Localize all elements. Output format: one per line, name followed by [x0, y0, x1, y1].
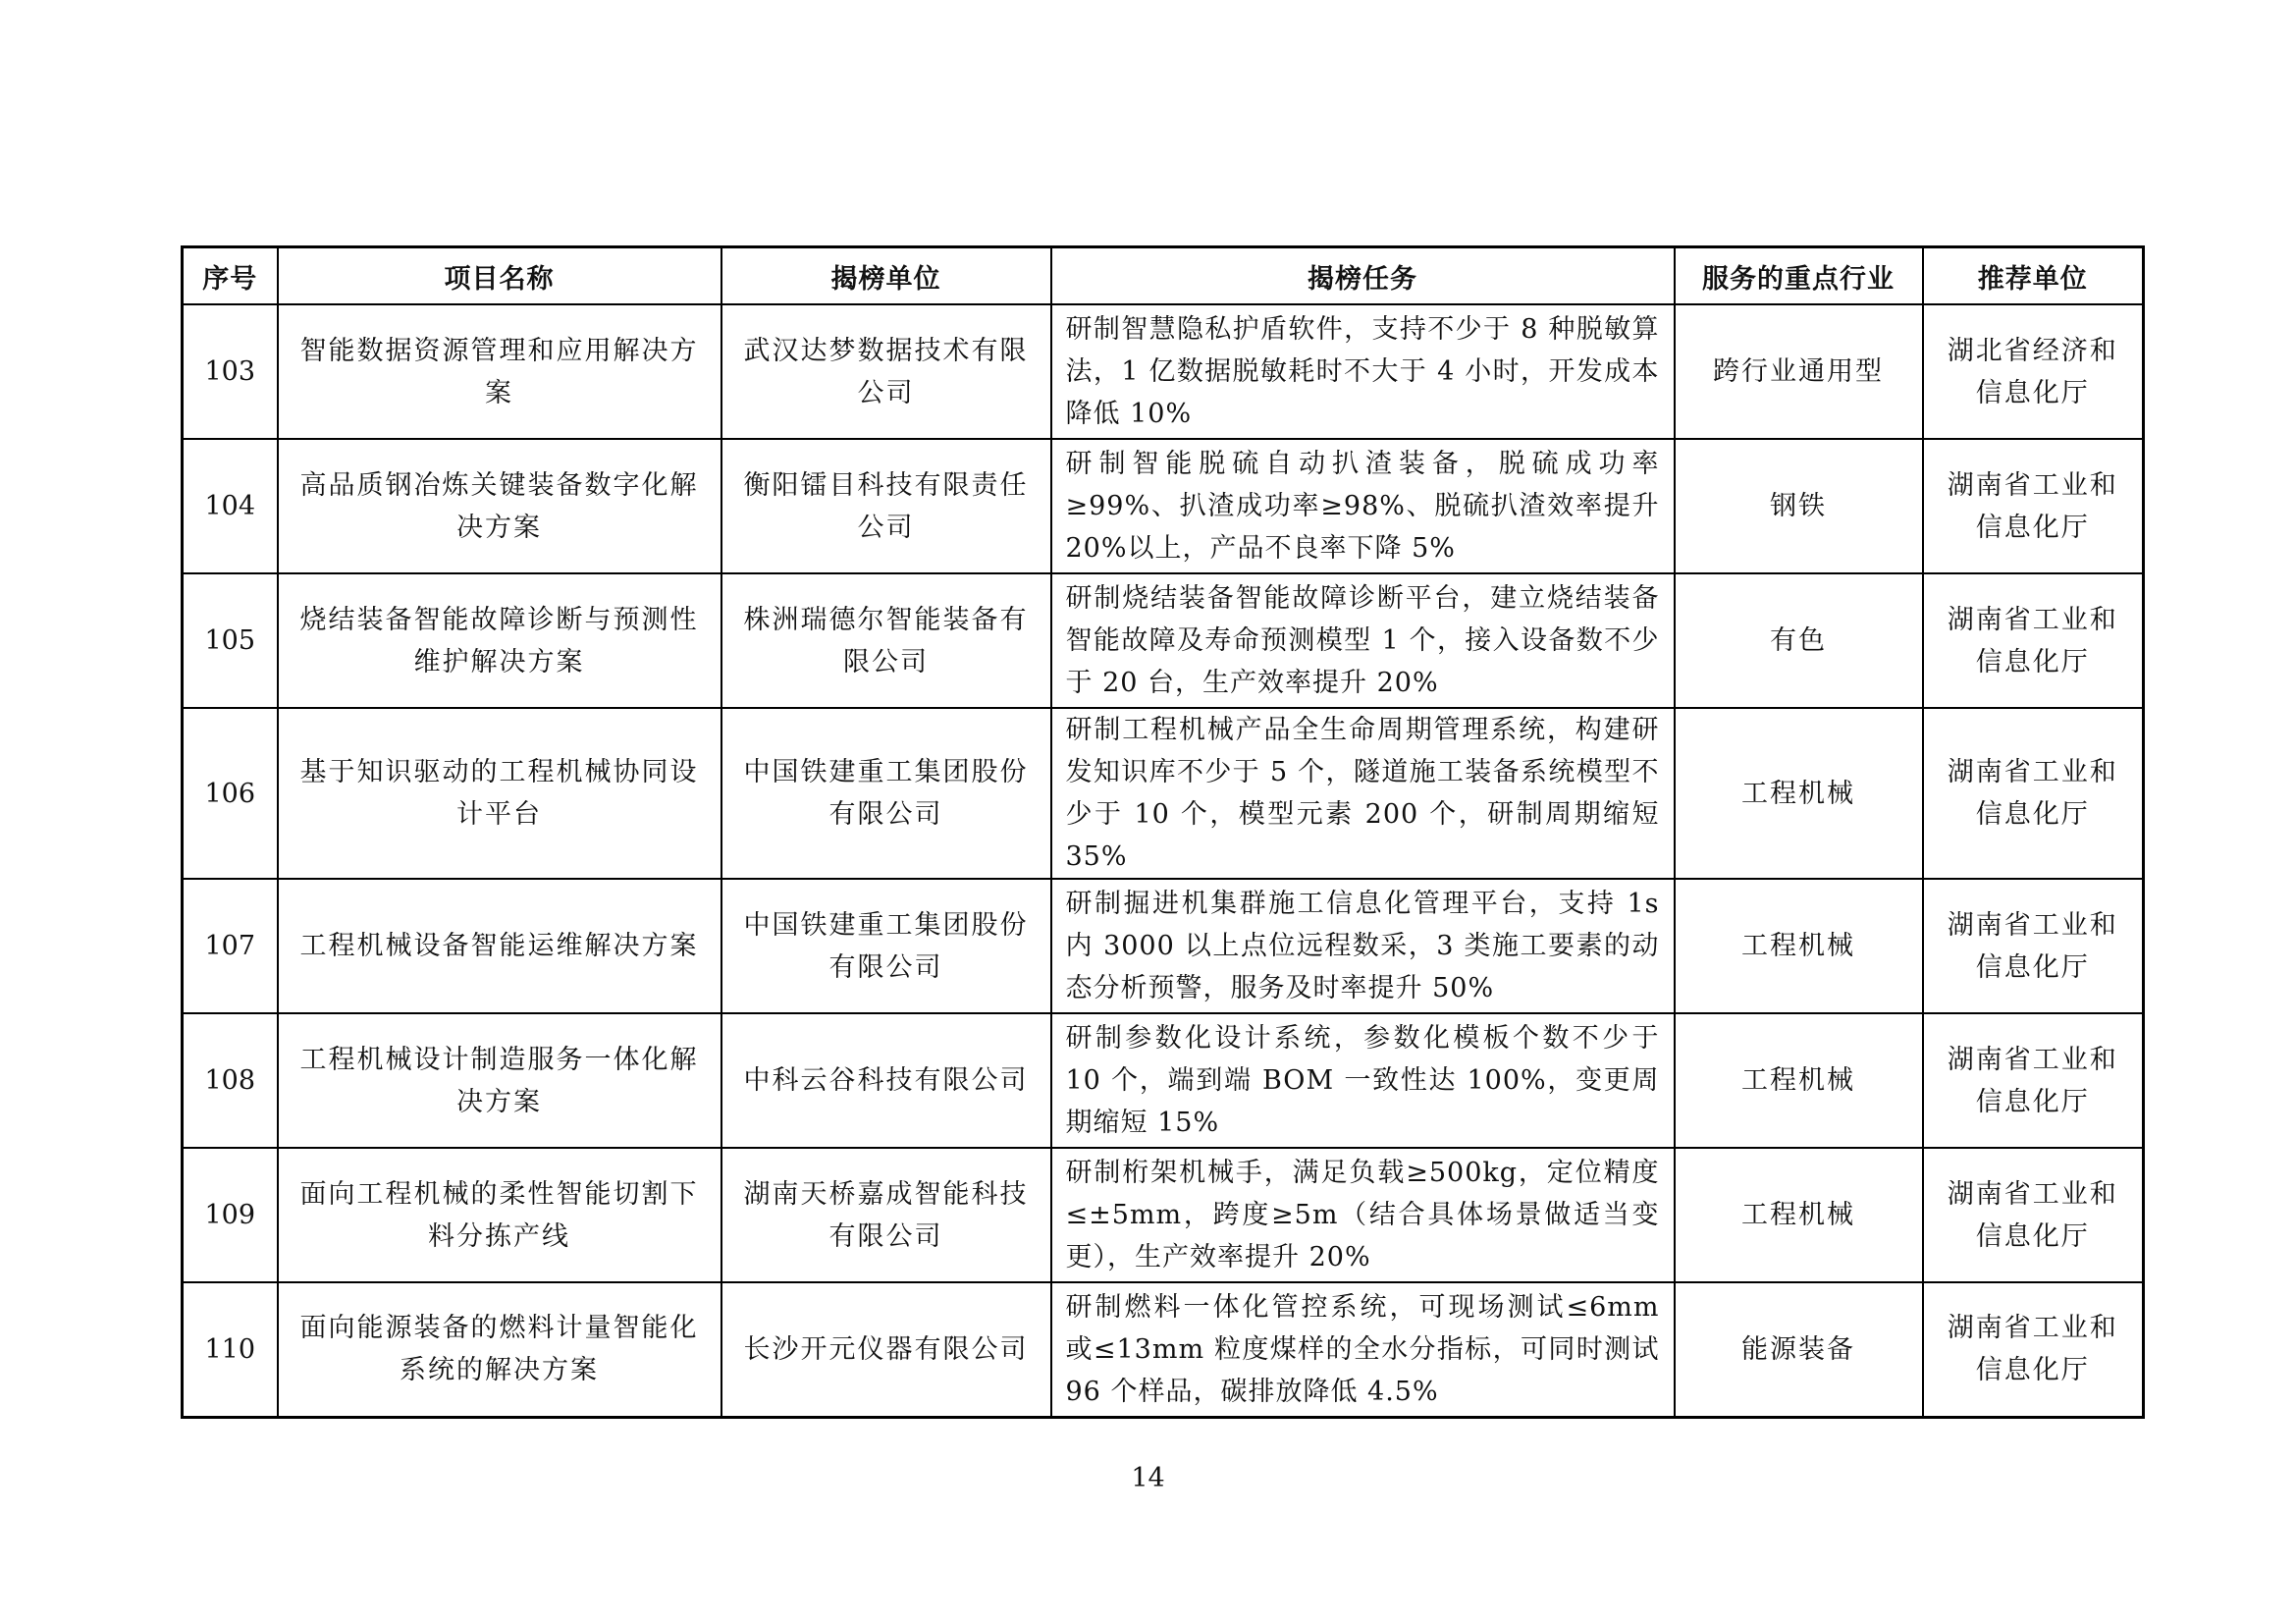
table-header [183, 247, 2144, 305]
serial-number-cell: 110 [183, 1282, 278, 1417]
header-recommender: 推荐单位 [1923, 247, 2144, 305]
unit-cell: 中国铁建重工集团股份有限公司 [721, 879, 1051, 1013]
table-row [183, 1148, 2144, 1282]
table-row [183, 439, 2144, 573]
industry-cell: 工程机械 [1675, 1148, 1923, 1282]
table-row [183, 304, 2144, 439]
recommender-cell: 湖南省工业和信息化厅 [1923, 573, 2144, 708]
project-name-cell: 面向工程机械的柔性智能切割下料分拣产线 [278, 1148, 721, 1282]
task-cell: 研制智慧隐私护盾软件，支持不少于 8 种脱敏算法，1 亿数据脱敏耗时不大于 4 小时，开发成本降低 10% [1051, 304, 1675, 439]
recommender-cell: 湖南省工业和信息化厅 [1923, 439, 2144, 573]
unit-cell: 武汉达梦数据技术有限公司 [721, 304, 1051, 439]
serial-number-cell: 108 [183, 1013, 278, 1148]
table-body [183, 304, 2144, 1417]
table-row [183, 879, 2144, 1013]
header-row [183, 247, 2144, 305]
industry-cell: 工程机械 [1675, 1013, 1923, 1148]
serial-number-cell: 103 [183, 304, 278, 439]
task-cell: 研制桁架机械手，满足负载≥500kg，定位精度≤±5mm，跨度≥5m（结合具体场景做适当变更），生产效率提升 20% [1051, 1148, 1675, 1282]
unit-cell: 中国铁建重工集团股份有限公司 [721, 708, 1051, 879]
header-serial-number: 序号 [183, 247, 278, 305]
task-cell: 研制参数化设计系统，参数化模板个数不少于 10 个，端到端 BOM 一致性达 100%，变更周期缩短 15% [1051, 1013, 1675, 1148]
serial-number-cell: 104 [183, 439, 278, 573]
project-name-cell: 工程机械设备智能运维解决方案 [278, 879, 721, 1013]
table-row [183, 708, 2144, 879]
industry-cell: 能源装备 [1675, 1282, 1923, 1417]
project-name-cell: 智能数据资源管理和应用解决方案 [278, 304, 721, 439]
project-name-cell: 面向能源装备的燃料计量智能化系统的解决方案 [278, 1282, 721, 1417]
serial-number-cell: 106 [183, 708, 278, 879]
page-number: 14 [1131, 1463, 1165, 1493]
header-task: 揭榜任务 [1051, 247, 1675, 305]
header-industry: 服务的重点行业 [1675, 247, 1923, 305]
project-name-cell: 基于知识驱动的工程机械协同设计平台 [278, 708, 721, 879]
project-name-cell: 高品质钢冶炼关键装备数字化解决方案 [278, 439, 721, 573]
recommender-cell: 湖南省工业和信息化厅 [1923, 708, 2144, 879]
unit-cell: 长沙开元仪器有限公司 [721, 1282, 1051, 1417]
table-row [183, 573, 2144, 708]
industry-cell: 跨行业通用型 [1675, 304, 1923, 439]
task-cell: 研制烧结装备智能故障诊断平台，建立烧结装备智能故障及寿命预测模型 1 个，接入设备数不少于 20 台，生产效率提升 20% [1051, 573, 1675, 708]
projects-table [181, 245, 2145, 1419]
project-name-cell: 烧结装备智能故障诊断与预测性维护解决方案 [278, 573, 721, 708]
industry-cell: 有色 [1675, 573, 1923, 708]
recommender-cell: 湖南省工业和信息化厅 [1923, 879, 2144, 1013]
header-project-name: 项目名称 [278, 247, 721, 305]
unit-cell: 湖南天桥嘉成智能科技有限公司 [721, 1148, 1051, 1282]
table-row [183, 1013, 2144, 1148]
recommender-cell: 湖南省工业和信息化厅 [1923, 1282, 2144, 1417]
project-name-cell: 工程机械设计制造服务一体化解决方案 [278, 1013, 721, 1148]
serial-number-cell: 107 [183, 879, 278, 1013]
serial-number-cell: 109 [183, 1148, 278, 1282]
table-row [183, 1282, 2144, 1417]
task-cell: 研制掘进机集群施工信息化管理平台，支持 1s 内 3000 以上点位远程数采，3 类施工要素的动态分析预警，服务及时率提升 50% [1051, 879, 1675, 1013]
industry-cell: 工程机械 [1675, 879, 1923, 1013]
unit-cell: 衡阳镭目科技有限责任公司 [721, 439, 1051, 573]
industry-cell: 钢铁 [1675, 439, 1923, 573]
recommender-cell: 湖北省经济和信息化厅 [1923, 304, 2144, 439]
task-cell: 研制燃料一体化管控系统，可现场测试≤6mm 或≤13mm 粒度煤样的全水分指标，可同时测试 96 个样品，碳排放降低 4.5% [1051, 1282, 1675, 1417]
header-unit: 揭榜单位 [721, 247, 1051, 305]
serial-number-cell: 105 [183, 573, 278, 708]
recommender-cell: 湖南省工业和信息化厅 [1923, 1013, 2144, 1148]
task-cell: 研制智能脱硫自动扒渣装备，脱硫成功率≥99%、扒渣成功率≥98%、脱硫扒渣效率提升 20%以上，产品不良率下降 5% [1051, 439, 1675, 573]
unit-cell: 中科云谷科技有限公司 [721, 1013, 1051, 1148]
industry-cell: 工程机械 [1675, 708, 1923, 879]
task-cell: 研制工程机械产品全生命周期管理系统，构建研发知识库不少于 5 个，隧道施工装备系统模型不少于 10 个，模型元素 200 个，研制周期缩短 35% [1051, 708, 1675, 879]
recommender-cell: 湖南省工业和信息化厅 [1923, 1148, 2144, 1282]
unit-cell: 株洲瑞德尔智能装备有限公司 [721, 573, 1051, 708]
